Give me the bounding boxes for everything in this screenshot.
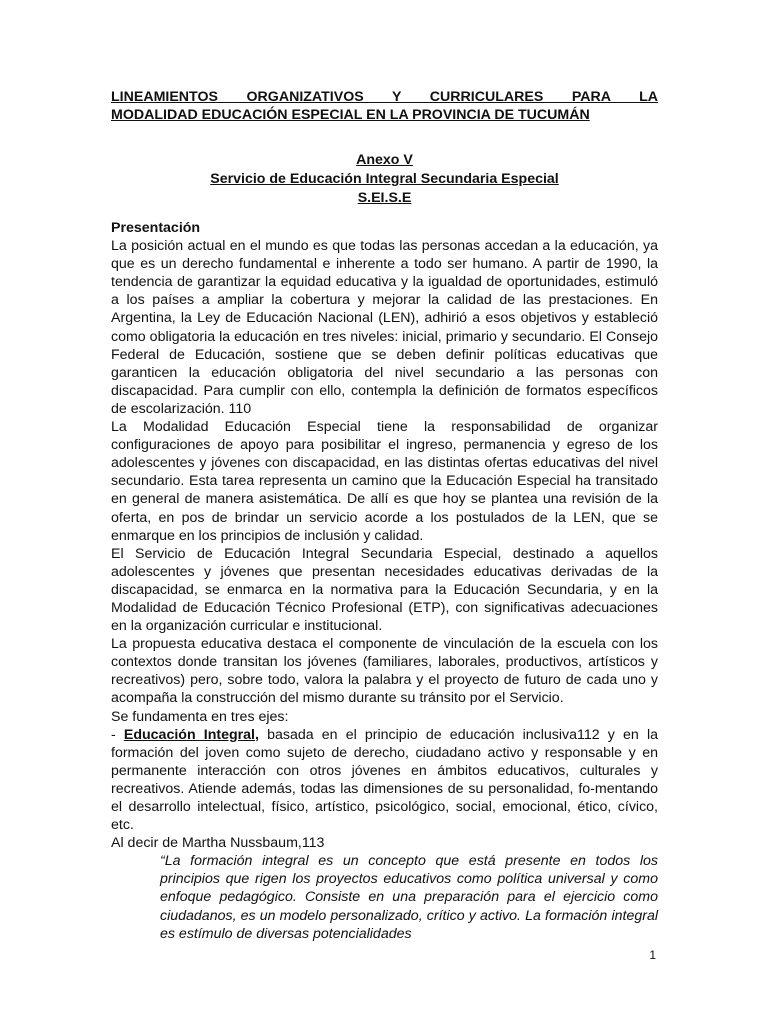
document-body [111, 219, 658, 943]
axis-prefix: - [111, 726, 124, 743]
body-paragraph: La propuesta educativa destaca el componente de vinculación de la escuela con los contextos donde transitan los jóvenes (familiares, laborales, productivos, artísticos y recreativos) pero, sobre todo, valora la palabra y el proyecto de futuro de cada uno y acompaña la construcción del mismo durante su tránsito por el Servicio. [111, 636, 658, 707]
section-title: Presentación [111, 220, 201, 236]
body-paragraph: El Servicio de Educación Integral Secundaria Especial, destinado a aquellos adolescentes y jóvenes que presentan necesidades educativas derivadas de la discapacidad, se enmarca en la normativa para la Educación Secundaria, y en la Modalidad de Educación Técnico Profesional (ETP), con significativas adecuaciones en la organización curricular e institucional. [111, 545, 658, 635]
document-title-line-1: LINEAMIENTOS ORGANIZATIVOS Y CURRICULARES PARA LA [111, 89, 658, 105]
service-acronym: S.EI.S.E [357, 190, 412, 206]
page-number: 1 [649, 948, 656, 962]
citation-intro: Al decir de Martha Nussbaum,113 [111, 835, 325, 852]
axis-text: basada en el principio de educación inclusiva112 y en la formación del joven como sujeto de derecho, ciudadano activo y responsable y en permanente interacción con otros jóvenes en ámbitos educativos, culturales y recreativos. Atiende además, todas las dimensiones de su personalidad, fo-mentando el desarrollo intelectual, físico, artístico, psicológico, social, emocional, ético, cívico, etc. [111, 726, 658, 834]
body-paragraph: Se fundamenta en tres ejes: [111, 708, 289, 725]
axis-label: Educación Integral, [123, 726, 259, 743]
annex-heading [111, 151, 658, 208]
body-paragraph: La posición actual en el mundo es que todas las personas accedan a la educación, ya que es un derecho fundamental e inherente a todo ser humano. A partir de 1990, la tendencia de garantizar la equidad educativa y la igualdad de oportunidades, estimuló a los países a ampliar la cobertura y mejorar la calidad de las prestaciones. En Argentina, la Ley de Educación Nacional (LEN), adhirió a esos objetivos y estableció como obligatoria la educación en tres niveles: inicial, primario y secundario. El Consejo Federal de Educación, sostiene que se deben definir políticas educativas que garanticen la educación obligatoria del nivel secundario a las personas con discapacidad. Para cumplir con ello, contempla la definición de formatos específicos de escolarización. 110 [111, 238, 658, 417]
service-name: Servicio de Educación Integral Secundaria Especial [210, 171, 559, 187]
block-quote: “La formación integral es un concepto que está presente en todos los principios que rigen los proyectos educativos como política universal y como enfoque pedagógico. Consiste en una preparación para el ejercicio como ciudadanos, es un modelo personalizado, crítico y activo. La formación integral es estímulo de diversas potencialidades [160, 853, 658, 942]
body-paragraph: La Modalidad Educación Especial tiene la responsabilidad de organizar configuraciones de apoyo para posibilitar el ingreso, permanencia y egreso de los adolescentes y jóvenes con discapacidad, en las distintas ofertas educativas del nivel secundario. Esta tarea representa un camino que la Educación Especial ha transitado en general de manera asistemática. De allí es que hoy se plantea una revisión de la oferta, en pos de brindar un servicio acorde a los postulados de la LEN, que se enmarque en los principios de inclusión y calidad. [111, 419, 658, 544]
document-title [111, 88, 658, 124]
annex-label: Anexo V [356, 152, 413, 168]
axis-paragraph [111, 726, 658, 835]
document-title-line-2: MODALIDAD EDUCACIÓN ESPECIAL EN LA PROVINCIA DE TUCUMÁN [111, 107, 590, 123]
